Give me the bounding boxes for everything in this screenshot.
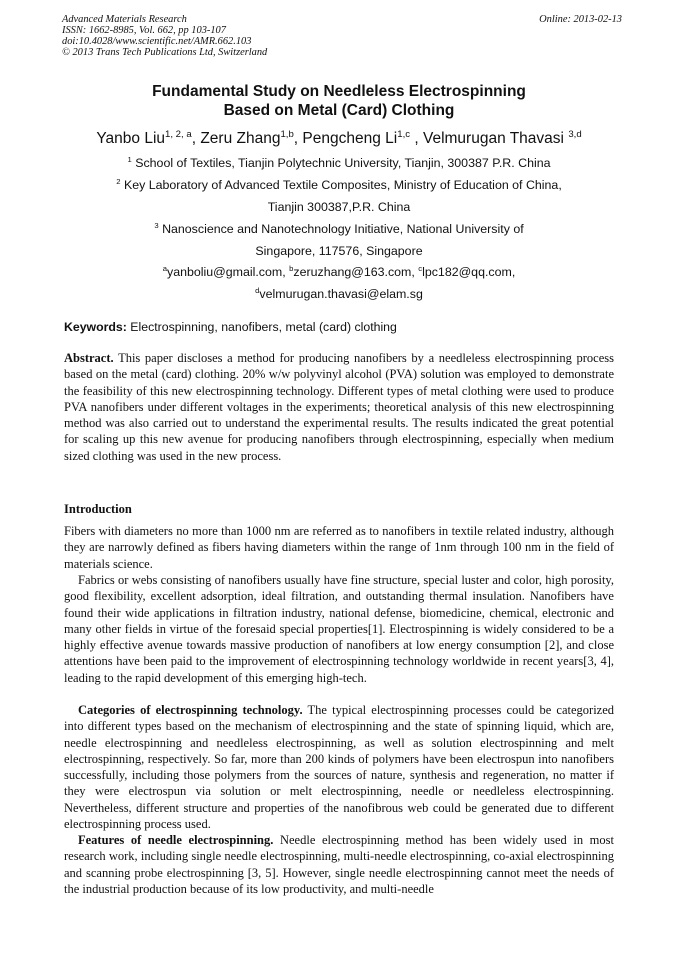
section-heading-introduction: Introduction bbox=[64, 502, 132, 516]
abstract-paragraph: Abstract. This paper discloses a method for producing nanofibers by a needleless electrospinning process based on the metal (card) clothing. 20% w/w polyvinyl alcohol (PVA) solution was employed to demonstrate the feasibility of this new electrospinning technology. Different types of metal clothing were used to produce PVA nanofibers under different voltages in the experiments; theoretical analysis of this new electrospinning method was also carried out to understand the experimental results. The results indicated the great potential for scaling up this new avenue for producing nanofibers through electrospinning, especially when medium sized clothing was used in the new process. bbox=[64, 351, 614, 463]
keywords-label: Keywords: bbox=[64, 320, 127, 334]
email-link[interactable]: zeruzhang@163.com, bbox=[293, 265, 419, 279]
paragraph-run-in-heading: Features of needle electrospinning. bbox=[78, 833, 274, 847]
author-list: Yanbo Liu$^{1, 2, a}$, Zeru Zhang$^{1,b}$, Pengcheng Li$^{1,c}$ , Velmurugan Thavasi $^{3,d}$ bbox=[96, 128, 582, 147]
title-line-2: Based on Metal (Card) Clothing bbox=[223, 102, 455, 119]
journal-name: Advanced Materials Research bbox=[62, 14, 187, 25]
author-name: Velmurugan Thavasi bbox=[422, 130, 564, 147]
intro-paragraph-1: Fibers with diameters no more than 1000 nm are referred as to nanofibers in textile related industry, although they are narrowly defined as fibers having diameters within the range of 1nm through 100 nm in the field of materials science. bbox=[64, 524, 614, 571]
author-affil-sup: 1,c bbox=[397, 128, 411, 140]
title-line-1: Fundamental Study on Needleless Electrospinning bbox=[152, 83, 526, 100]
keywords bbox=[64, 320, 624, 334]
author-name: Yanbo Liu bbox=[96, 130, 166, 147]
email-link[interactable]: lpc182@qq.com, bbox=[422, 265, 516, 279]
author-affil-sup: 1, 2, a bbox=[165, 128, 192, 140]
affiliation-3: $^3$ Nanoscience and Nanotechnology Initiative, National University of Singapore, 117576, Singapore bbox=[154, 220, 524, 258]
intro-paragraph-2: Fabrics or webs consisting of nanofibers usually have fine structure, special luster and color, high porosity, good flexibility, excellent adsorption, ideal filtration, and outstanding thermal insulation. Nanofibers have found their wide applications in filtration industry, national defense, biomedicine, chemical, electronic and many other fields in virtue of the foresaid special properties[1]. Electrospinning is widely considered to be a highly effective avenue towards massive production of nanofibers at low energy consumption [2], and close attentions have been paid to the improvement of electrospinning technology worldwide in recent years[3, 4], leading to the rapid development of this emerging high-tech. bbox=[64, 573, 614, 685]
paragraph-run-in-heading: Categories of electrospinning technology. bbox=[78, 703, 303, 717]
author-affil-sup: 3,d bbox=[568, 128, 582, 140]
issn-line: ISSN: 1662-8985, Vol. 662, pp 103-107 bbox=[62, 25, 226, 36]
online-date: Online: 2013-02-13 bbox=[539, 14, 622, 25]
author-name: Pengcheng Li bbox=[302, 130, 398, 147]
copyright-line: © 2013 Trans Tech Publications Ltd, Switzerland bbox=[62, 47, 268, 58]
affiliation-2: $^2$ Key Laboratory of Advanced Textile Composites, Ministry of Education of China, Tianjin 300387,P.R. China bbox=[116, 176, 562, 214]
abstract-label: Abstract. bbox=[64, 351, 114, 365]
paper-title bbox=[40, 82, 638, 120]
keywords-text: Electrospinning, nanofibers, metal (card) clothing bbox=[126, 320, 397, 334]
author-affil-sup: 1,b bbox=[280, 128, 294, 140]
affiliation-1: $^1$ School of Textiles, Tianjin Polytechnic University, Tianjin, 300387 P.R. China bbox=[127, 154, 551, 170]
author-name: Zeru Zhang bbox=[200, 130, 281, 147]
intro-paragraph-3: Categories of electrospinning technology. The typical electrospinning processes could be categorized into different types based on the mechanism of electrospinning and the state of spinning liquid, which are, needle electrospinning and needleless electrospinning, as well as solution electrospinning and melt electrospinning, respectively. So far, more than 200 kinds of polymers have been electrospun into nanofibers successfully, including those polymers from the sources of nature, synthesis and regeneration, no matter if they were electrospun via solution or melt electrospinning, needle or needleless electrospinning. Nevertheless, different structure and properties of the nanofibrous web could be generated due to different electrospinning process used. bbox=[64, 703, 615, 832]
email-list: $^a$yanboliu@gmail.com, $^b$zeruzhang@163.com, $^c$lpc182@qq.com, $^d$velmurugan.thavasi@elam.sg bbox=[162, 263, 516, 301]
email-link[interactable]: velmurugan.thavasi@elam.sg bbox=[259, 287, 423, 301]
intro-paragraph-4: Features of needle electrospinning. Needle electrospinning method has been widely used in most research work, including single needle electrospinning, multi-needle electrospinning, co-axial electrospinning and scanning probe electrospinning [3, 5]. However, single needle electrospinning cannot meet the needs of the industrial production because of its low productivity, and multi-needle bbox=[64, 833, 614, 896]
doi-line: doi:10.4028/www.scientific.net/AMR.662.103 bbox=[62, 36, 252, 47]
email-link[interactable]: yanboliu@gmail.com, bbox=[167, 265, 290, 279]
header-metadata bbox=[62, 14, 622, 58]
